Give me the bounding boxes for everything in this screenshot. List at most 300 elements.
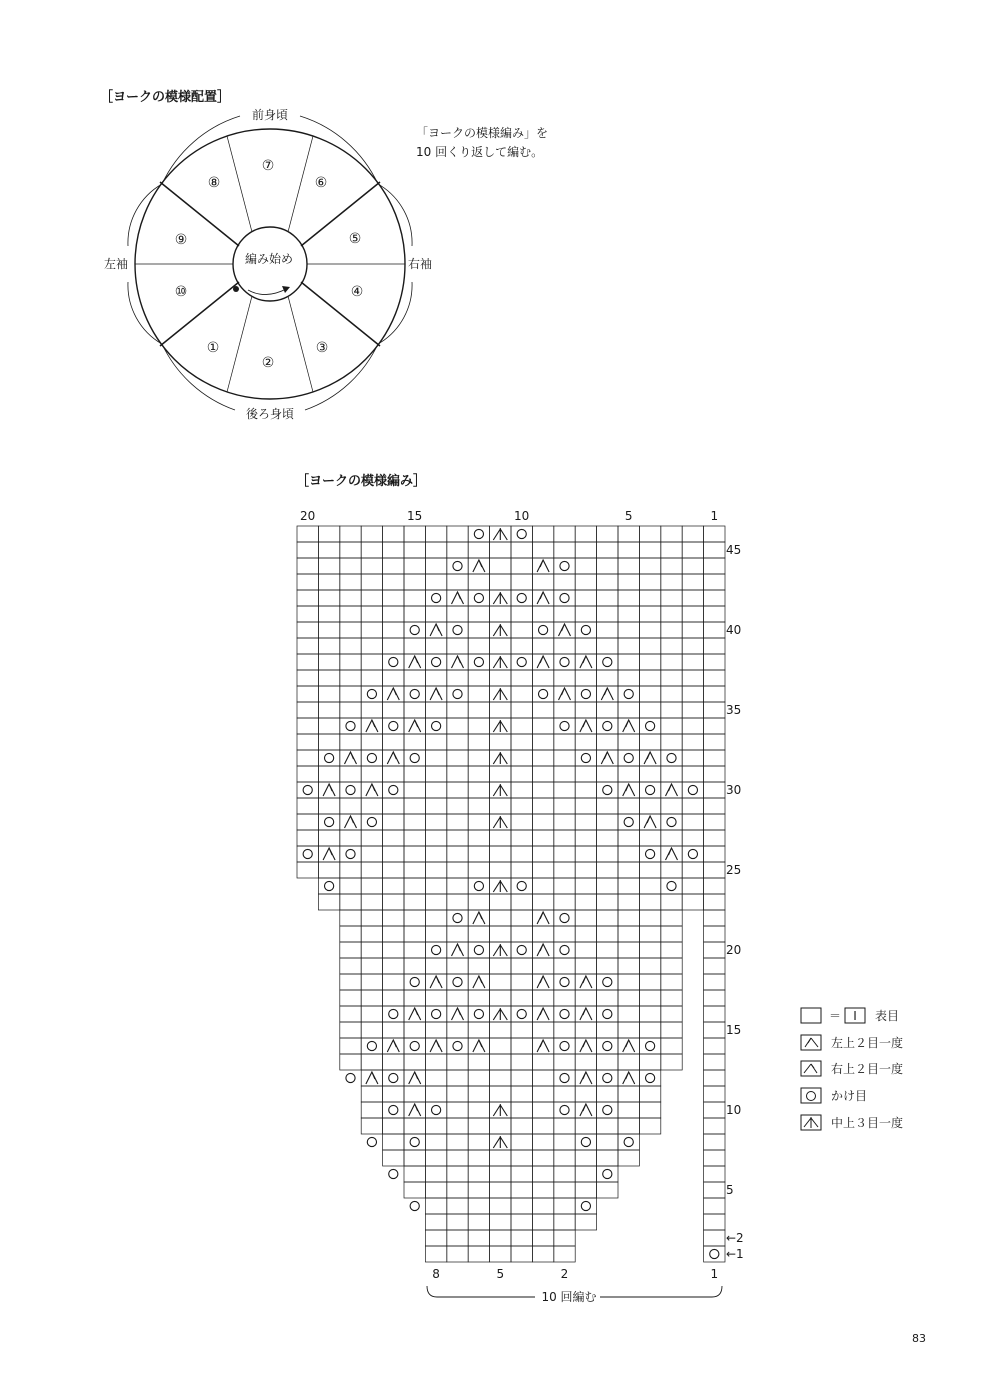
yarn-over-symbol <box>325 881 334 890</box>
chart-cell <box>468 942 489 958</box>
chart-cell <box>340 974 361 990</box>
chart-cell <box>404 606 425 622</box>
k2tog-right-symbol <box>473 1040 485 1052</box>
yarn-over-symbol <box>624 689 633 698</box>
chart-cell <box>554 718 575 734</box>
chart-cell <box>297 734 318 750</box>
chart-cell <box>704 718 725 734</box>
chart-cell <box>447 782 468 798</box>
chart-cell <box>575 734 596 750</box>
chart-cell <box>340 526 361 542</box>
yarn-over-symbol <box>432 593 441 602</box>
chart-cell <box>468 542 489 558</box>
chart-cell <box>490 1022 511 1038</box>
k2tog-right-symbol <box>387 752 399 764</box>
k2tog-right-symbol <box>366 1072 378 1084</box>
chart-cell <box>682 766 703 782</box>
k2tog-left-symbol <box>537 1008 549 1020</box>
chart-cell <box>575 894 596 910</box>
chart-edge-cell <box>704 910 725 926</box>
chart-cell <box>404 542 425 558</box>
chart-cell <box>682 750 703 766</box>
chart-cell <box>532 958 553 974</box>
chart-cell <box>597 782 618 798</box>
chart-cell <box>490 638 511 654</box>
chart-cell <box>511 894 532 910</box>
chart-cell <box>511 1166 532 1182</box>
chart-cell <box>682 702 703 718</box>
chart-cell <box>618 686 639 702</box>
chart-cell <box>318 638 339 654</box>
chart-cell <box>511 734 532 750</box>
chart-cell <box>297 606 318 622</box>
chart-cell <box>361 894 382 910</box>
chart-cell <box>639 1102 660 1118</box>
chart-cell <box>532 1166 553 1182</box>
yarn-over-symbol <box>453 561 462 570</box>
chart-cell <box>532 1182 553 1198</box>
chart-cell <box>597 862 618 878</box>
chart-edge-cell <box>704 1134 725 1150</box>
chart-cell <box>511 1102 532 1118</box>
chart-cell <box>661 1038 682 1054</box>
chart-cell <box>639 958 660 974</box>
chart-cell <box>532 622 553 638</box>
chart-cell <box>468 718 489 734</box>
chart-cell <box>639 1054 660 1070</box>
chart-edge-cell <box>704 926 725 942</box>
chart-cell <box>661 638 682 654</box>
chart-cell <box>639 734 660 750</box>
chart-cell <box>618 878 639 894</box>
sector-2: ② <box>261 355 275 371</box>
row-label: 25 <box>726 863 742 877</box>
chart-cell <box>318 590 339 606</box>
sector-6: ⑥ <box>314 175 328 191</box>
chart-cell <box>425 1006 446 1022</box>
chart-cell <box>511 558 532 574</box>
yarn-over-symbol <box>560 1105 569 1114</box>
chart-cell <box>554 1086 575 1102</box>
k3tog-center-symbol <box>493 944 507 956</box>
chart-cell <box>404 942 425 958</box>
chart-cell <box>639 686 660 702</box>
chart-edge-cell <box>704 990 725 1006</box>
chart-cell <box>575 814 596 830</box>
chart-cell <box>661 702 682 718</box>
k2tog-left-symbol <box>537 560 549 572</box>
chart-cell <box>639 590 660 606</box>
chart-cell <box>511 574 532 590</box>
chart-cell <box>661 1022 682 1038</box>
chart-cell <box>447 974 468 990</box>
chart-cell <box>618 606 639 622</box>
chart-cell <box>447 1070 468 1086</box>
chart-cell <box>383 894 404 910</box>
chart-cell <box>661 798 682 814</box>
yarn-over-symbol <box>517 593 526 602</box>
chart-cell <box>425 1150 446 1166</box>
chart-cell <box>468 782 489 798</box>
column-label: 5 <box>624 509 633 523</box>
k3tog-center-symbol <box>493 656 507 668</box>
chart-cell <box>340 718 361 734</box>
chart-cell <box>554 990 575 1006</box>
chart-cell <box>554 766 575 782</box>
chart-cell <box>639 862 660 878</box>
chart-cell <box>468 894 489 910</box>
chart-cell <box>618 1006 639 1022</box>
chart-cell <box>575 558 596 574</box>
yarn-over-symbol <box>389 1009 398 1018</box>
chart-cell <box>511 1214 532 1230</box>
chart-cell <box>447 1182 468 1198</box>
chart-cell <box>618 1086 639 1102</box>
chart-cell <box>383 1086 404 1102</box>
chart-cell <box>639 1070 660 1086</box>
yarn-over-symbol <box>410 753 419 762</box>
chart-cell <box>511 766 532 782</box>
chart-cell <box>575 1198 596 1214</box>
chart-cell <box>704 606 725 622</box>
chart-cell <box>404 862 425 878</box>
chart-edge-cell <box>704 1022 725 1038</box>
chart-cell <box>661 958 682 974</box>
chart-cell <box>532 526 553 542</box>
repeat-label: 10 回編む <box>541 1290 597 1304</box>
chart-cell <box>618 558 639 574</box>
chart-cell <box>618 942 639 958</box>
chart-cell <box>661 862 682 878</box>
chart-cell <box>425 542 446 558</box>
chart-cell <box>532 782 553 798</box>
row-label: 30 <box>726 783 742 797</box>
chart-cell <box>597 894 618 910</box>
yarn-over-symbol <box>603 721 612 730</box>
yarn-over-symbol <box>560 561 569 570</box>
chart-cell <box>447 766 468 782</box>
chart-cell <box>554 734 575 750</box>
k2tog-right-symbol <box>323 848 335 860</box>
chart-cell <box>639 798 660 814</box>
yarn-over-symbol <box>539 689 548 698</box>
chart-cell <box>447 1198 468 1214</box>
chart-cell <box>383 782 404 798</box>
chart-cell <box>618 910 639 926</box>
chart-cell <box>490 574 511 590</box>
chart-cell <box>340 574 361 590</box>
chart-cell <box>511 654 532 670</box>
chart-cell <box>532 1070 553 1086</box>
chart-cell <box>383 526 404 542</box>
chart-cell <box>383 606 404 622</box>
chart-grid <box>297 526 725 1262</box>
chart-cell <box>425 1134 446 1150</box>
chart-cell <box>682 718 703 734</box>
k2tog-left-symbol <box>623 784 635 796</box>
chart-cell <box>297 862 318 878</box>
chart-cell <box>554 910 575 926</box>
chart-cell <box>297 622 318 638</box>
chart-cell <box>511 942 532 958</box>
legend-equals: ＝ <box>829 1009 842 1023</box>
chart-cell <box>661 830 682 846</box>
yarn-over-symbol <box>517 529 526 538</box>
chart-cell <box>554 1102 575 1118</box>
chart-cell <box>597 702 618 718</box>
chart-cell <box>490 1166 511 1182</box>
chart-cell <box>575 1118 596 1134</box>
k2tog-right-symbol <box>409 656 421 668</box>
chart-cell <box>618 1102 639 1118</box>
chart-cell <box>490 846 511 862</box>
chart-cell <box>340 542 361 558</box>
chart-cell <box>618 990 639 1006</box>
chart-cell <box>661 990 682 1006</box>
chart-cell <box>511 622 532 638</box>
chart-cell <box>447 702 468 718</box>
chart-cell <box>554 606 575 622</box>
chart-cell <box>532 750 553 766</box>
k3tog-center-symbol <box>493 784 507 796</box>
yoke-layout-title: ［ヨークの模様配置］ <box>100 90 231 105</box>
chart-cell <box>554 1054 575 1070</box>
yarn-over-symbol <box>453 1041 462 1050</box>
chart-cell <box>682 670 703 686</box>
chart-cell <box>661 910 682 926</box>
yarn-over-symbol <box>346 849 355 858</box>
chart-cell <box>575 670 596 686</box>
chart-cell <box>425 1166 446 1182</box>
chart-cell <box>425 1198 446 1214</box>
chart-cell <box>682 782 703 798</box>
k2tog-right-symbol <box>452 944 464 956</box>
chart-cell <box>404 1150 425 1166</box>
chart-cell <box>404 702 425 718</box>
chart-cell <box>468 1102 489 1118</box>
chart-cell <box>704 670 725 686</box>
chart-cell <box>425 1214 446 1230</box>
chart-cell <box>704 734 725 750</box>
chart-cell <box>318 622 339 638</box>
chart-edge-cell <box>704 1214 725 1230</box>
chart-cell <box>682 846 703 862</box>
sector-9: ⑨ <box>174 232 188 248</box>
chart-cell <box>383 1118 404 1134</box>
chart-cell <box>554 654 575 670</box>
chart-cell <box>639 974 660 990</box>
chart-cell <box>447 846 468 862</box>
chart-cell <box>297 654 318 670</box>
chart-cell <box>575 606 596 622</box>
chart-cell <box>639 766 660 782</box>
chart-cell <box>661 606 682 622</box>
chart-cell <box>361 1006 382 1022</box>
chart-cell <box>404 750 425 766</box>
chart-cell <box>511 750 532 766</box>
chart-cell <box>618 830 639 846</box>
chart-cell <box>511 1118 532 1134</box>
chart-cell <box>532 1134 553 1150</box>
chart-cell <box>490 894 511 910</box>
k2tog-left-symbol <box>623 1072 635 1084</box>
chart-cell <box>404 782 425 798</box>
k2tog-left-symbol <box>559 688 571 700</box>
chart-cell <box>532 1198 553 1214</box>
chart-cell <box>597 942 618 958</box>
chart-cell <box>361 542 382 558</box>
chart-cell <box>511 1150 532 1166</box>
chart-cell <box>575 798 596 814</box>
chart-cell <box>618 526 639 542</box>
chart-cell <box>618 846 639 862</box>
chart-cell <box>361 1038 382 1054</box>
chart-cell <box>318 766 339 782</box>
chart-cell <box>361 1086 382 1102</box>
chart-cell <box>340 894 361 910</box>
k3tog-center-symbol <box>493 528 507 540</box>
chart-cell <box>682 894 703 910</box>
chart-cell <box>682 798 703 814</box>
chart-edge-cell <box>704 1086 725 1102</box>
k2tog-left-symbol <box>580 976 592 988</box>
chart-cell <box>575 590 596 606</box>
yarn-over-symbol <box>410 625 419 634</box>
chart-cell <box>532 718 553 734</box>
chart-edge-cell <box>704 1246 725 1262</box>
chart-cell <box>639 1006 660 1022</box>
chart-cell <box>511 1006 532 1022</box>
chart-cell <box>404 574 425 590</box>
chart-cell <box>532 1022 553 1038</box>
chart-cell <box>704 542 725 558</box>
chart-cell <box>318 878 339 894</box>
chart-cell <box>297 830 318 846</box>
chart-cell <box>425 718 446 734</box>
chart-cell <box>404 878 425 894</box>
chart-cell <box>554 782 575 798</box>
chart-cell <box>661 718 682 734</box>
chart-cell <box>490 862 511 878</box>
k2tog-left-symbol <box>537 592 549 604</box>
k3tog-center-symbol <box>493 720 507 732</box>
chart-cell <box>318 654 339 670</box>
chart-cell <box>447 910 468 926</box>
chart-cell <box>532 1230 553 1246</box>
chart-cell <box>361 910 382 926</box>
yarn-over-symbol <box>560 977 569 986</box>
chart-cell <box>361 974 382 990</box>
chart-cell <box>425 1102 446 1118</box>
k2tog-right-symbol <box>345 752 357 764</box>
chart-cell <box>575 638 596 654</box>
chart-cell <box>404 1134 425 1150</box>
yarn-over-symbol <box>646 721 655 730</box>
front-body-label: 前身頃 <box>251 108 289 122</box>
chart-cell <box>404 1038 425 1054</box>
yarn-over-symbol <box>667 753 676 762</box>
chart-cell <box>447 830 468 846</box>
chart-edge-cell <box>704 1118 725 1134</box>
yarn-over-symbol <box>346 785 355 794</box>
chart-cell <box>318 798 339 814</box>
chart-cell <box>575 878 596 894</box>
repeat-note-line2: 10 回くり返して編む。 <box>416 145 544 159</box>
k3tog-center-symbol <box>493 1136 507 1148</box>
chart-cell <box>361 622 382 638</box>
legend-knit-symbol: I <box>853 1009 857 1023</box>
repeat-note-line1: 「ヨークの模様編み」を <box>416 126 549 140</box>
chart-cell <box>661 814 682 830</box>
chart-cell <box>597 734 618 750</box>
chart-cell <box>297 526 318 542</box>
chart-cell <box>447 606 468 622</box>
back-body-label: 後ろ身頃 <box>245 407 295 421</box>
k2tog-right-symbol <box>473 912 485 924</box>
chart-cell <box>661 766 682 782</box>
chart-cell <box>361 878 382 894</box>
k2tog-left-symbol <box>644 816 656 828</box>
yarn-over-symbol <box>560 721 569 730</box>
k2tog-right-symbol <box>430 976 442 988</box>
chart-cell <box>511 542 532 558</box>
chart-edge-cell <box>704 1038 725 1054</box>
chart-cell <box>297 574 318 590</box>
yarn-over-symbol <box>389 1169 398 1178</box>
chart-cell <box>682 590 703 606</box>
chart-cell <box>511 1134 532 1150</box>
chart-cell <box>340 990 361 1006</box>
chart-cell <box>383 798 404 814</box>
chart-cell <box>404 798 425 814</box>
chart-cell <box>383 878 404 894</box>
sector-10: ⑩ <box>174 284 188 300</box>
chart-cell <box>297 782 318 798</box>
chart-cell <box>468 830 489 846</box>
chart-cell <box>425 814 446 830</box>
chart-cell <box>361 526 382 542</box>
chart-cell <box>511 862 532 878</box>
chart-cell <box>597 926 618 942</box>
chart-cell <box>704 846 725 862</box>
yarn-over-symbol <box>303 785 312 794</box>
chart-cell <box>490 1118 511 1134</box>
chart-cell <box>532 686 553 702</box>
chart-cell <box>340 638 361 654</box>
chart-cell <box>490 958 511 974</box>
k2tog-left-symbol <box>580 1104 592 1116</box>
k3tog-center-symbol <box>493 688 507 700</box>
chart-cell <box>383 574 404 590</box>
row-label: 20 <box>726 943 742 957</box>
chart-cell <box>682 814 703 830</box>
chart-cell <box>554 974 575 990</box>
chart-cell <box>704 590 725 606</box>
chart-cell <box>532 894 553 910</box>
chart-cell <box>361 766 382 782</box>
chart-cell <box>425 734 446 750</box>
chart-cell <box>618 894 639 910</box>
chart-cell <box>404 814 425 830</box>
legend-k2tog-right: 右上２目一度 <box>831 1062 904 1076</box>
chart-cell <box>618 702 639 718</box>
chart-cell <box>575 1182 596 1198</box>
chart-cell <box>682 686 703 702</box>
chart-cell <box>404 590 425 606</box>
yarn-over-symbol <box>667 881 676 890</box>
chart-cell <box>425 878 446 894</box>
yarn-over-symbol <box>688 849 697 858</box>
